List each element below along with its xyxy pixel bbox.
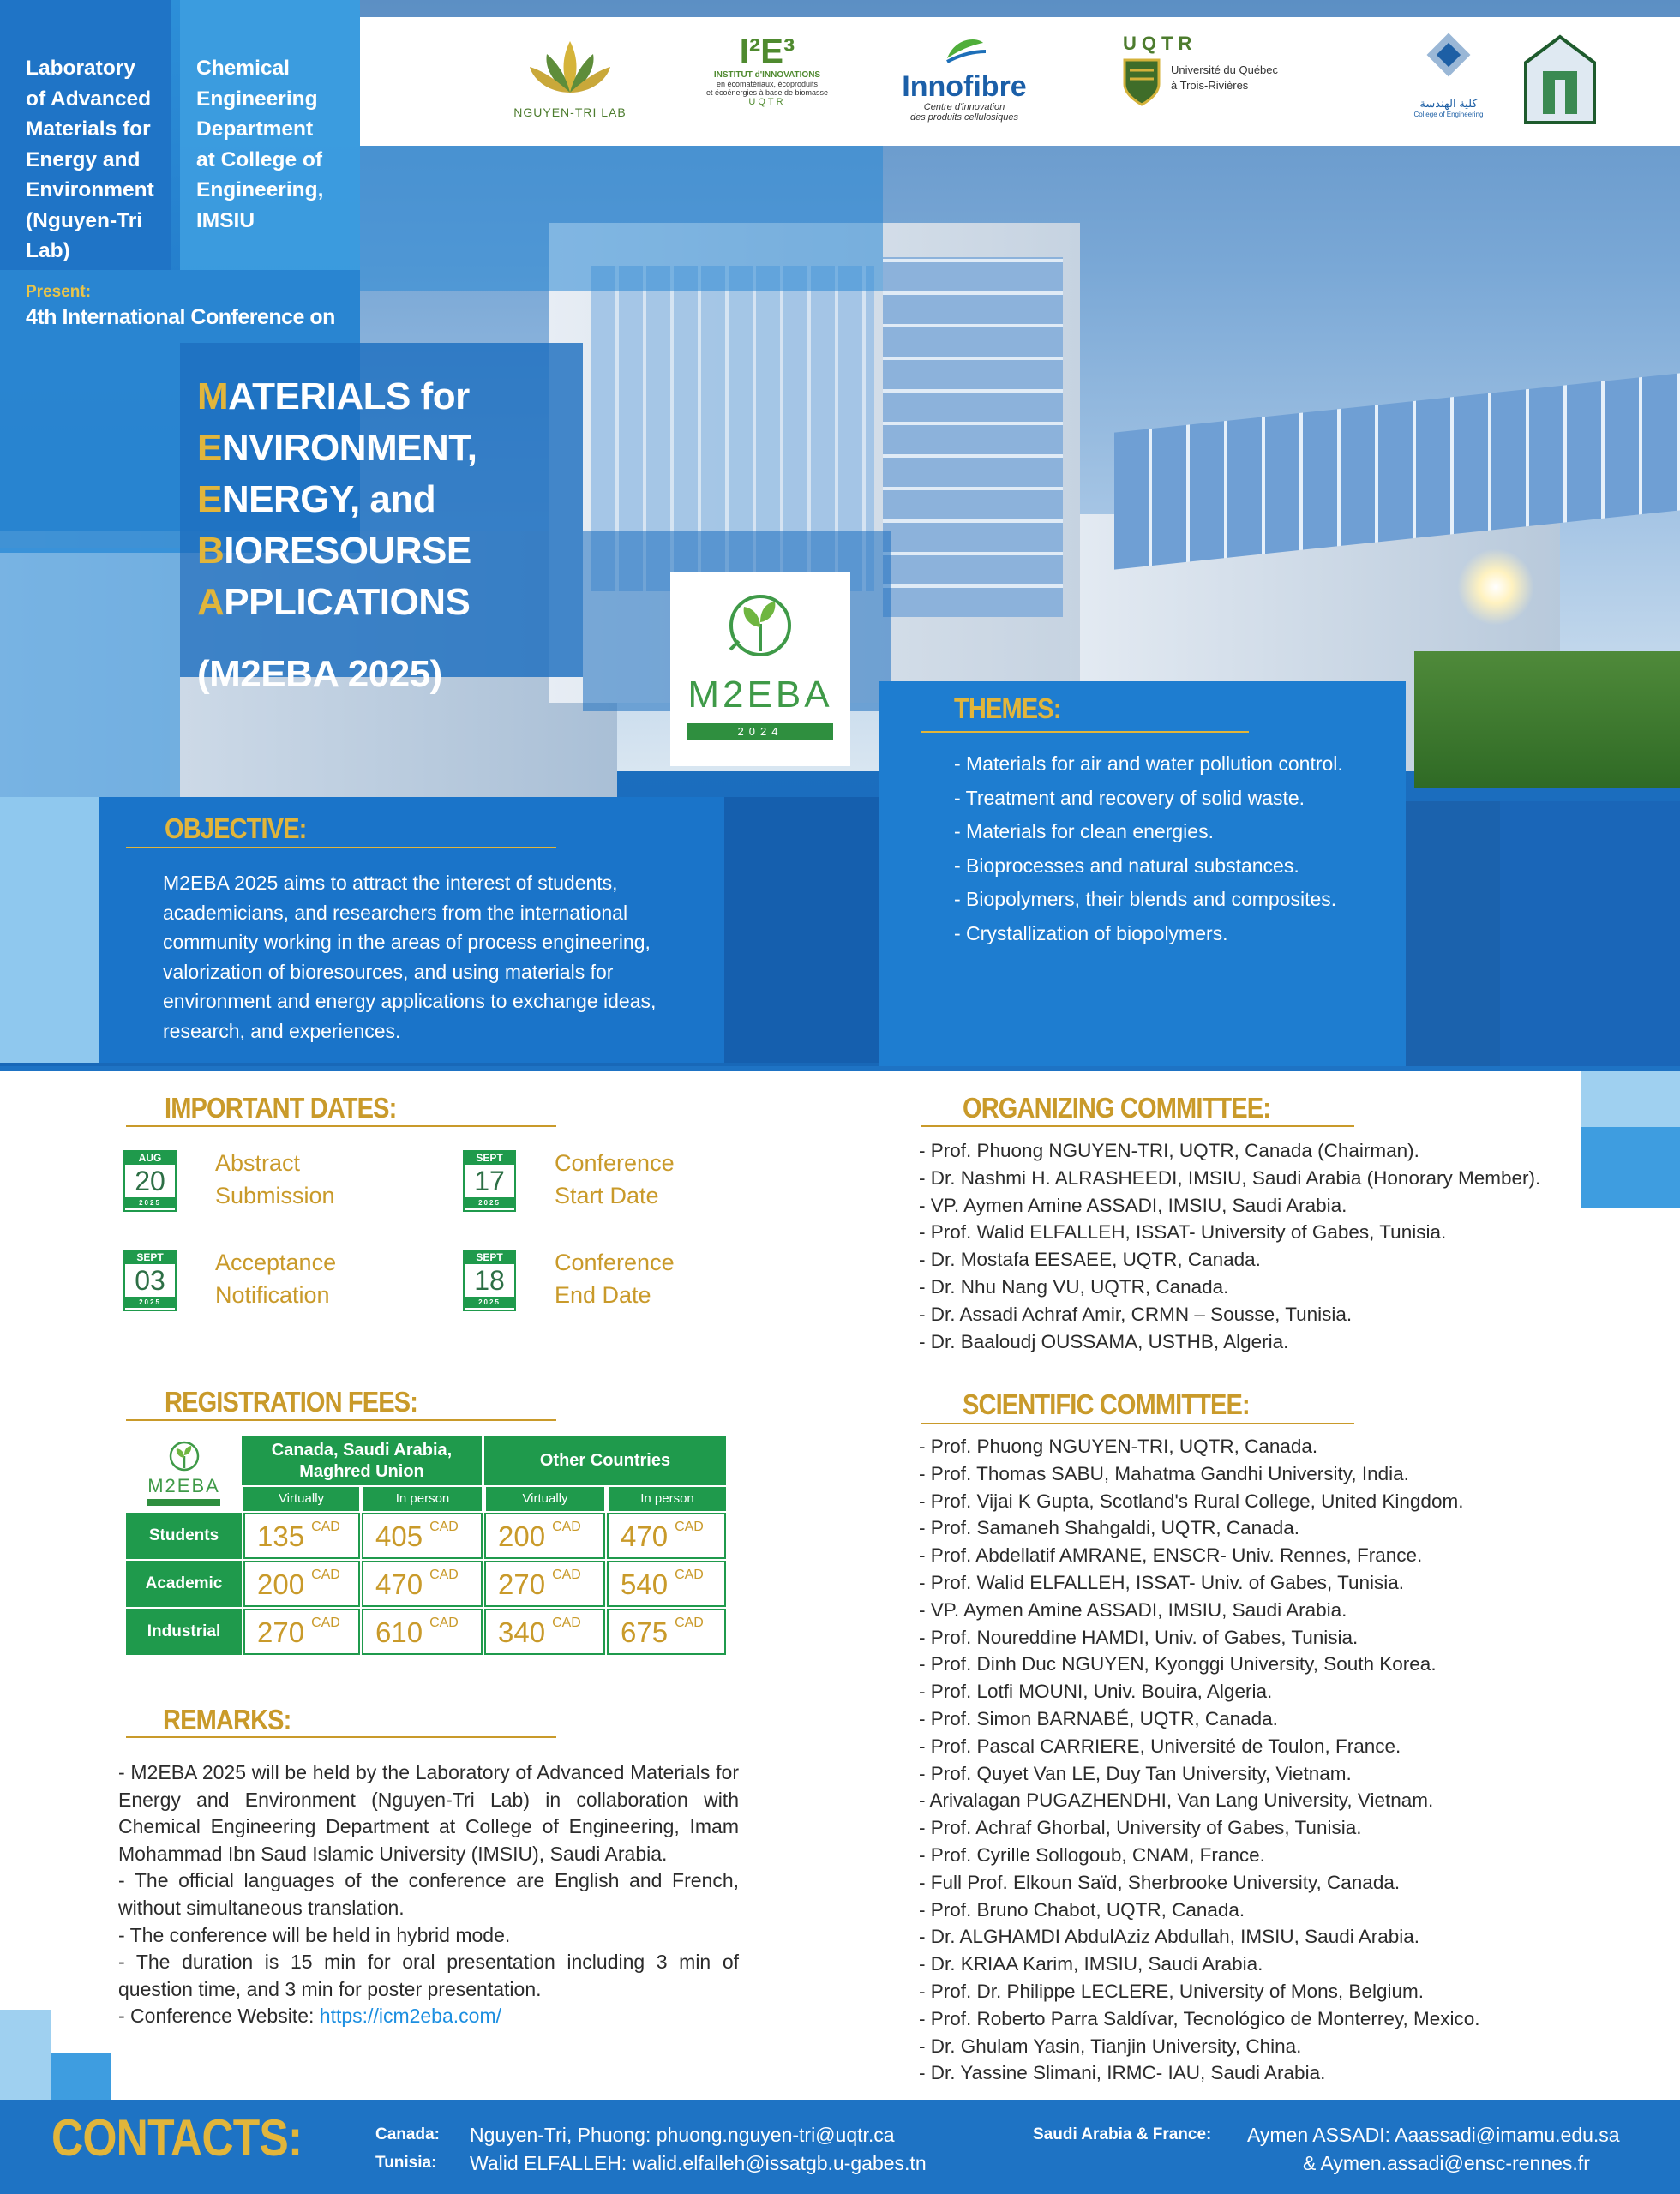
scientific-member: - Prof. Dr. Philippe LECLERE, University of Mons, Belgium. <box>919 1980 1424 2002</box>
scientific-list <box>919 1433 1656 2087</box>
contact-saudi-france-label: Saudi Arabia & France: <box>1033 2125 1212 2143</box>
fees-cell <box>362 1609 483 1655</box>
lab-title-line: Environment <box>26 178 154 201</box>
fees-value: 200 <box>257 1568 305 1600</box>
department-title-line: Chemical <box>196 57 290 80</box>
fees-value: 405 <box>375 1520 423 1552</box>
sun-glow <box>1457 548 1534 626</box>
organizing-member: - Dr. Baaloudj OUSSAMA, USTHB, Algeria. <box>919 1330 1289 1352</box>
theme-item: - Crystallization of biopolymers. <box>954 921 1228 944</box>
m2eba-small-logo-icon <box>126 1436 242 1513</box>
fees-currency: CAD <box>675 1568 704 1582</box>
contact-saudi-france[interactable]: Aymen ASSADI: Aaassadi@imamu.edu.sa <box>1247 2124 1620 2146</box>
fees-value: 270 <box>498 1568 546 1600</box>
fees-cell <box>607 1609 726 1655</box>
department-title-line: IMSIU <box>196 208 255 232</box>
fees-value: 270 <box>257 1616 305 1648</box>
title-rest: NVIRONMENT, <box>221 427 477 469</box>
fees-value: 470 <box>375 1568 423 1600</box>
fees-value: 610 <box>375 1616 423 1648</box>
remark-website <box>118 2003 739 2030</box>
date-label-line1: Abstract <box>215 1150 301 1176</box>
title-line <box>197 581 470 624</box>
organizing-member: - Dr. Mostafa EESAEE, UQTR, Canada. <box>919 1249 1261 1271</box>
partner-logo-bar <box>360 17 1680 146</box>
scientific-member: - Prof. Phuong NGUYEN-TRI, UQTR, Canada. <box>919 1436 1318 1457</box>
fees-value: 135 <box>257 1520 305 1552</box>
college-emblem-icon <box>1414 33 1483 93</box>
uqtr-logo: UQTR Université du Québec à Trois-Rivières <box>1123 33 1329 134</box>
fees-row-label: Industrial <box>126 1609 242 1655</box>
scientific-member: - Prof. Cyrille Sollogoub, CNAM, France. <box>919 1843 1265 1866</box>
website-label: - Conference Website: <box>118 2005 320 2028</box>
fees-subheader: In person <box>362 1487 482 1511</box>
title-initial: M <box>197 375 229 417</box>
badge-year: 2024 <box>737 725 783 738</box>
dates-heading: IMPORTANT DATES: <box>165 1092 397 1124</box>
innofibre-logo: Innofibre Centre d'innovation des produits cellulosiques <box>874 33 1054 134</box>
department-title-line: Engineering <box>196 87 318 111</box>
date-label <box>215 1246 336 1311</box>
date-label <box>215 1147 335 1212</box>
website-link[interactable]: https://icm2eba.com/ <box>319 2005 501 2028</box>
fees-currency: CAD <box>311 1568 340 1582</box>
conference-acronym: (M2EBA 2025) <box>197 653 442 695</box>
organizing-underline <box>921 1125 1354 1127</box>
fees-value: 340 <box>498 1616 546 1648</box>
deco-square <box>0 2010 51 2100</box>
badge-name: M2EBA <box>687 674 833 716</box>
fees-subheader: Virtually <box>242 1487 359 1511</box>
title-line <box>197 427 477 470</box>
fees-cell <box>362 1513 483 1559</box>
title-line <box>197 530 471 572</box>
theme-item: - Treatment and recovery of solid waste. <box>954 786 1305 809</box>
fees-cell <box>484 1561 605 1607</box>
calendar-year: 2025 <box>465 1197 514 1208</box>
title-initial: B <box>197 530 225 572</box>
lab-title-line: (Nguyen-Tri <box>26 208 143 232</box>
fees-currency: CAD <box>552 1568 581 1582</box>
fees-heading: REGISTRATION FEES: <box>165 1386 418 1418</box>
fees-currency: CAD <box>311 1616 340 1630</box>
scientific-member: - Prof. Bruno Chabot, UQTR, Canada. <box>919 1898 1245 1921</box>
contact-france[interactable]: & Aymen.assadi@ensc-rennes.fr <box>1303 2152 1590 2174</box>
fees-row-label: Students <box>126 1513 242 1559</box>
organizing-member: - VP. Aymen Amine ASSADI, IMSIU, Saudi Arabia. <box>919 1194 1347 1216</box>
uqtr-shield-icon <box>1123 58 1161 106</box>
calendar-day: 17 <box>474 1166 505 1196</box>
remarks-heading: REMARKS: <box>163 1704 291 1735</box>
scientific-member: - Dr. Ghulam Yasin, Tianjin University, China. <box>919 2035 1302 2057</box>
deco-square <box>0 1066 1680 1071</box>
fees-cell <box>607 1513 726 1559</box>
title-rest: NERGY, and <box>221 478 436 520</box>
fees-currency: CAD <box>552 1616 581 1630</box>
lab-title-line: Energy and <box>26 147 141 171</box>
organizing-member: - Prof. Walid ELFALLEH, ISSAT- University of Gabes, Tunisia. <box>919 1221 1447 1244</box>
title-line <box>197 478 435 521</box>
scientific-member: - Prof. Vijai K Gupta, Scotland's Rural College, United Kingdom. <box>919 1490 1464 1512</box>
remark-item: - The duration is 15 min for oral presentation including 3 min of question time, and 3 min for poster presentation. <box>118 1951 739 2000</box>
theme-item: - Materials for air and water pollution control. <box>954 752 1343 775</box>
scientific-member: - Prof. Quyet Van LE, Duy Tan University, Vietnam. <box>919 1762 1352 1784</box>
calendar-year: 2025 <box>465 1297 514 1308</box>
calendar-year: 2025 <box>125 1297 175 1308</box>
fees-value: 200 <box>498 1520 546 1552</box>
lab-title <box>26 53 176 267</box>
organizing-list <box>919 1137 1656 1355</box>
title-initial: A <box>197 581 225 623</box>
calendar-icon <box>123 1250 177 1311</box>
calendar-icon <box>463 1250 516 1311</box>
scientific-underline <box>921 1423 1354 1424</box>
i2e3-logo: I²E³ INSTITUT d'INNOVATIONS en écomatériaux, écoproduits et écoénergies à base de biomasse UQTR <box>705 33 829 107</box>
date-label-line2: Start Date <box>555 1183 659 1208</box>
deco-square <box>51 2053 111 2100</box>
date-label-line1: Conference <box>555 1150 675 1176</box>
calendar-month: SEPT <box>465 1251 514 1264</box>
fees-cell <box>243 1513 360 1559</box>
fees-cell <box>362 1561 483 1607</box>
contact-tunisia-label: Tunisia: <box>375 2154 437 2172</box>
conference-ordinal: 4th International Conference on <box>26 305 335 329</box>
calendar-day: 20 <box>135 1166 165 1196</box>
organizing-member: - Dr. Nashmi H. ALRASHEEDI, IMSIU, Saudi Arabia (Honorary Member). <box>919 1166 1541 1189</box>
fees-value: 470 <box>621 1520 669 1552</box>
objective-heading: OBJECTIVE: <box>165 812 307 844</box>
scientific-member: - VP. Aymen Amine ASSADI, IMSIU, Saudi Arabia. <box>919 1598 1347 1621</box>
date-label-line2: Submission <box>215 1183 335 1208</box>
scientific-member: - Prof. Lotfi MOUNI, Univ. Bouira, Algeria. <box>919 1681 1273 1703</box>
theme-item: - Biopolymers, their blends and composites. <box>954 888 1337 910</box>
deco-square <box>724 797 879 1063</box>
scientific-member: - Prof. Simon BARNABÉ, UQTR, Canada. <box>919 1707 1278 1729</box>
deco-square <box>1406 801 1500 1067</box>
calendar-day: 18 <box>474 1265 505 1296</box>
scientific-member: - Dr. ALGHAMDI AbdulAziz Abdullah, IMSIU, Saudi Arabia. <box>919 1926 1420 1948</box>
scientific-member: - Prof. Walid ELFALLEH, ISSAT- Univ. of Gabes, Tunisia. <box>919 1571 1405 1593</box>
contacts-title: CONTACTS: <box>51 2109 303 2167</box>
calendar-icon <box>463 1150 516 1212</box>
department-title-line: Department <box>196 117 314 141</box>
fees-group-header-2: Other Countries <box>484 1436 726 1485</box>
fees-badge-name: M2EBA <box>147 1475 220 1496</box>
fees-cell <box>243 1609 360 1655</box>
title-line <box>197 375 470 418</box>
fees-currency: CAD <box>675 1616 704 1630</box>
fees-subheader: Virtually <box>484 1487 604 1511</box>
title-initial: E <box>197 478 222 520</box>
date-label-line2: End Date <box>555 1282 651 1308</box>
building-glass-stair <box>883 257 1063 617</box>
fees-currency: CAD <box>429 1616 459 1630</box>
fees-currency: CAD <box>429 1520 459 1534</box>
present-label: Present: <box>26 283 92 301</box>
calendar-month: SEPT <box>125 1251 175 1264</box>
contact-canada[interactable]: Nguyen-Tri, Phuong: phuong.nguyen-tri@uqtr.ca <box>470 2124 895 2146</box>
scientific-member: - Prof. Samaneh Shahgaldi, UQTR, Canada. <box>919 1517 1299 1539</box>
department-title-line: at College of <box>196 147 323 171</box>
title-initial: E <box>197 427 222 469</box>
scientific-member: - Prof. Dinh Duc NGUYEN, Kyonggi University, South Korea. <box>919 1653 1437 1675</box>
organizing-member: - Dr. Assadi Achraf Amir, CRMN – Sousse, Tunisia. <box>919 1303 1353 1325</box>
title-rest: PPLICATIONS <box>224 581 471 623</box>
scientific-heading: SCIENTIFIC COMMITTEE: <box>963 1388 1250 1420</box>
organizing-member: - Prof. Phuong NGUYEN-TRI, UQTR, Canada (Chairman). <box>919 1140 1419 1161</box>
fees-currency: CAD <box>429 1568 459 1582</box>
calendar-month: AUG <box>125 1152 175 1165</box>
title-rest: ATERIALS for <box>228 375 470 417</box>
fees-group-header-1: Canada, Saudi Arabia, Maghred Union <box>242 1436 482 1485</box>
lab-title-line: Materials for <box>26 117 151 141</box>
deco-square <box>360 146 883 291</box>
objective-text: M2EBA 2025 aims to attract the interest of students, academicians, and researchers from the international community working in the areas of process engineering, valorization of bioresources, and using materials for environment and energy applications to exchange ideas, research, and experiences. <box>163 872 657 1042</box>
lab-title-line: of Advanced <box>26 87 152 111</box>
fees-cell <box>607 1561 726 1607</box>
fees-row-label: Academic <box>126 1561 242 1607</box>
date-label <box>555 1147 675 1212</box>
dates-underline <box>126 1125 556 1127</box>
calendar-icon <box>123 1150 177 1212</box>
scientific-member: - Prof. Abdellatif AMRANE, ENSCR- Univ. Rennes, France. <box>919 1544 1423 1567</box>
lab-title-line: Laboratory <box>26 57 135 80</box>
leaf-icon <box>939 33 990 67</box>
lab-title-line: Lab) <box>26 239 70 262</box>
remarks-text <box>118 1759 739 2030</box>
scientific-member: - Dr. Yassine Slimani, IRMC- IAU, Saudi Arabia. <box>919 2062 1326 2084</box>
contact-tunisia[interactable]: Walid ELFALLEH: walid.elfalleh@issatgb.u-gabes.tn <box>470 2152 927 2174</box>
calendar-year: 2025 <box>125 1197 175 1208</box>
fees-currency: CAD <box>552 1520 581 1534</box>
themes-heading: THEMES: <box>954 692 1061 724</box>
remark-item: - M2EBA 2025 will be held by the Laboratory of Advanced Materials for Energy and Environment (Nguyen-Tri Lab) in collaboration with Chemical Engineering Department at College of Engineering, Imam Mohammad Ibn Saud Islamic University (IMSIU), Saudi Arabia. <box>118 1761 739 1865</box>
contact-canada-label: Canada: <box>375 2125 440 2143</box>
deco-square <box>0 797 99 1063</box>
fees-cell <box>243 1561 360 1607</box>
title-rest: IORESOURSE <box>224 530 471 572</box>
theme-item: - Bioprocesses and natural substances. <box>954 854 1299 877</box>
scientific-member: - Dr. KRIAA Karim, IMSIU, Saudi Arabia. <box>919 1953 1263 1975</box>
fees-currency: CAD <box>311 1520 340 1534</box>
fees-currency: CAD <box>675 1520 704 1534</box>
theme-item: - Materials for clean energies. <box>954 820 1214 842</box>
remark-item: - The official languages of the conference are English and French, without simultaneous translation. <box>118 1869 739 1919</box>
m2eba-badge <box>670 572 850 766</box>
deco-square <box>1581 1067 1680 1127</box>
scientific-member: - Arivalagan PUGAZHENDHI, Van Lang University, Vietnam. <box>919 1789 1434 1812</box>
date-label-line1: Acceptance <box>215 1250 337 1275</box>
lotus-icon <box>523 33 617 101</box>
date-label-line2: Notification <box>215 1282 330 1308</box>
scientific-member: - Prof. Pascal CARRIERE, Université de Toulon, France. <box>919 1735 1401 1757</box>
fees-subheader: In person <box>607 1487 726 1511</box>
imsiu-logo <box>1509 33 1611 134</box>
date-label <box>555 1246 675 1311</box>
deco-square <box>0 548 180 806</box>
date-label-line1: Conference <box>555 1250 675 1275</box>
organizing-member: - Dr. Nhu Nang VU, UQTR, Canada. <box>919 1275 1229 1298</box>
department-title <box>196 53 359 236</box>
imsiu-emblem-icon <box>1517 33 1603 127</box>
remark-item: - The conference will be held in hybrid mode. <box>118 1923 511 1946</box>
scientific-member: - Prof. Noureddine HAMDI, Univ. of Gabes, Tunisia. <box>919 1626 1359 1648</box>
themes-underline <box>921 731 1249 733</box>
themes-list <box>954 749 1383 952</box>
nguyen-tri-lab-logo: NGUYEN-TRI LAB <box>506 33 634 134</box>
fees-underline <box>126 1419 556 1421</box>
organizing-heading: ORGANIZING COMMITTEE: <box>963 1092 1271 1124</box>
fees-value: 540 <box>621 1568 669 1600</box>
scientific-member: - Prof. Thomas SABU, Mahatma Gandhi University, India. <box>919 1462 1409 1484</box>
calendar-month: SEPT <box>465 1152 514 1165</box>
scientific-member: - Full Prof. Elkoun Saïd, Sherbrooke University, Canada. <box>919 1871 1401 1893</box>
calendar-day: 03 <box>135 1265 165 1296</box>
scientific-member: - Prof. Roberto Parra Saldívar, Tecnológico de Monterrey, Mexico. <box>919 2007 1480 2029</box>
objective-underline <box>126 847 556 848</box>
remarks-underline <box>126 1736 556 1738</box>
department-title-line: Engineering, <box>196 178 324 201</box>
college-of-engineering-logo: كلية الهندسة College of Engineering <box>1397 33 1500 134</box>
fees-cell <box>484 1513 605 1559</box>
fees-cell <box>484 1609 605 1655</box>
scientific-member: - Prof. Achraf Ghorbal, University of Gabes, Tunisia. <box>919 1817 1362 1839</box>
fees-value: 675 <box>621 1616 669 1648</box>
fees-badge <box>126 1436 242 1513</box>
lawn <box>1414 651 1680 788</box>
